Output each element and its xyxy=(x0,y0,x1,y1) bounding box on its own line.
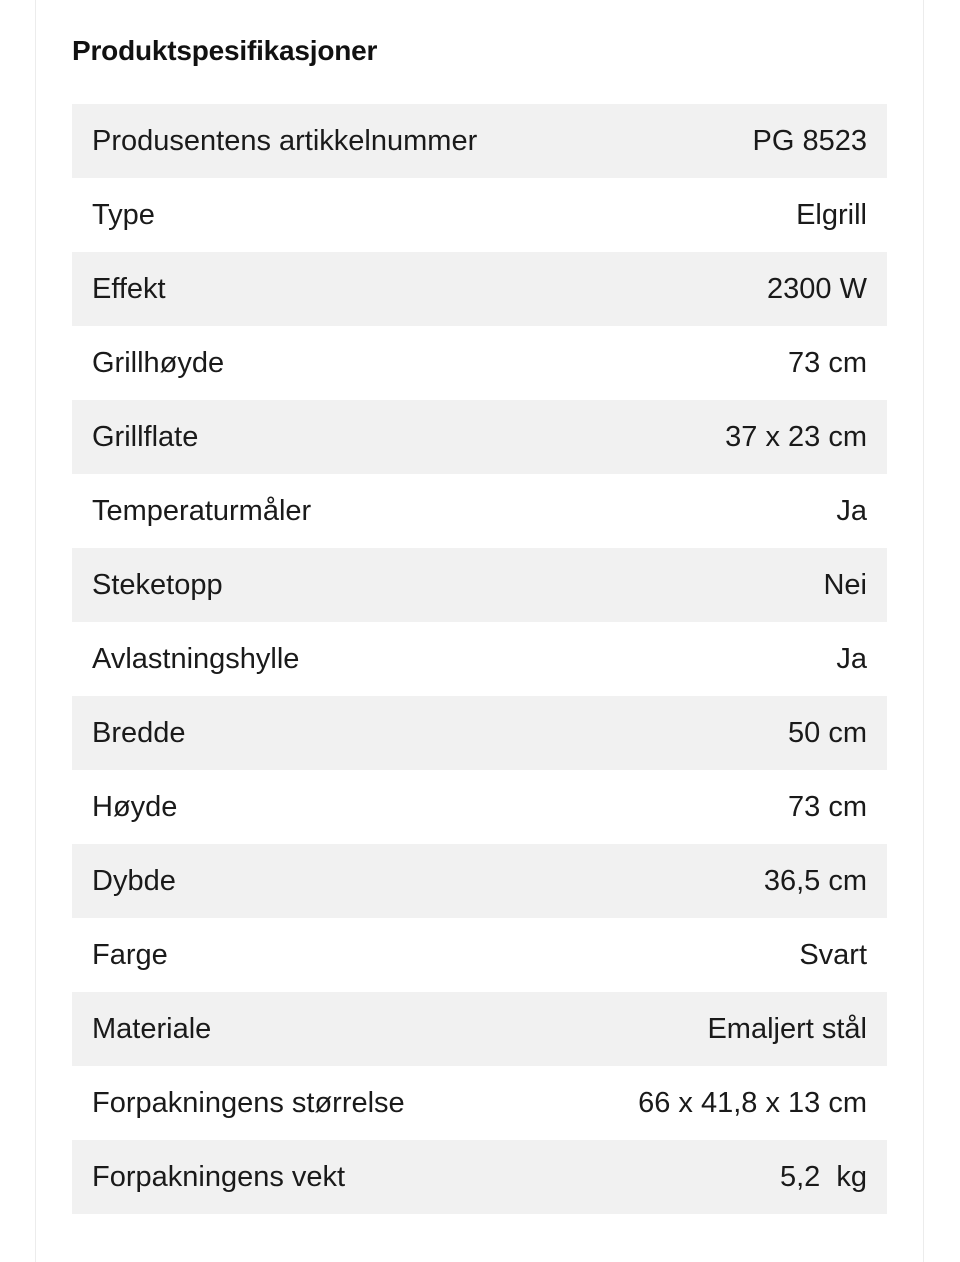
spec-label: Farge xyxy=(92,938,168,971)
spec-row xyxy=(72,326,887,400)
spec-value: Emaljert stål xyxy=(707,1012,867,1045)
spec-value: 73 cm xyxy=(788,790,867,823)
spec-row xyxy=(72,178,887,252)
spec-label: Bredde xyxy=(92,716,186,749)
spec-row xyxy=(72,548,887,622)
spec-value: Ja xyxy=(836,642,867,675)
spec-label: Forpakningens vekt xyxy=(92,1160,346,1193)
spec-label: Forpakningens størrelse xyxy=(92,1086,405,1119)
spec-label: Grillflate xyxy=(92,420,199,453)
spec-value: 2300 W xyxy=(767,272,867,305)
spec-label: Materiale xyxy=(92,1012,212,1045)
spec-label: Avlastningshylle xyxy=(92,642,300,675)
spec-label: Grillhøyde xyxy=(92,346,225,379)
spec-label: Produsentens artikkelnummer xyxy=(92,124,478,157)
spec-row xyxy=(72,474,887,548)
spec-value: 50 cm xyxy=(788,716,867,749)
spec-row xyxy=(72,844,887,918)
spec-row xyxy=(72,992,887,1066)
spec-value: PG 8523 xyxy=(752,124,867,157)
spec-label: Steketopp xyxy=(92,568,223,601)
spec-row xyxy=(72,1140,887,1214)
spec-value: Nei xyxy=(823,568,867,601)
spec-value: 66 x 41,8 x 13 cm xyxy=(638,1086,867,1119)
spec-row xyxy=(72,1066,887,1140)
spec-value: Svart xyxy=(799,938,867,971)
section-title: Produktspesifikasjoner xyxy=(72,35,378,66)
spec-label: Temperaturmåler xyxy=(92,494,312,527)
spec-label: Effekt xyxy=(92,272,166,305)
spec-label: Type xyxy=(92,198,155,231)
spec-table xyxy=(72,104,887,1214)
spec-label: Høyde xyxy=(92,790,178,823)
spec-label: Dybde xyxy=(92,864,176,897)
spec-row xyxy=(72,104,887,178)
spec-value: Ja xyxy=(836,494,867,527)
spec-row xyxy=(72,918,887,992)
spec-value: 73 cm xyxy=(788,346,867,379)
spec-value: Elgrill xyxy=(796,198,867,231)
spec-value: 37 x 23 cm xyxy=(725,420,867,453)
spec-row xyxy=(72,770,887,844)
spec-row xyxy=(72,696,887,770)
spec-value: 36,5 cm xyxy=(763,864,867,897)
spec-row xyxy=(72,252,887,326)
spec-row xyxy=(72,622,887,696)
spec-value: 5,2 kg xyxy=(779,1160,867,1193)
spec-row xyxy=(72,400,887,474)
